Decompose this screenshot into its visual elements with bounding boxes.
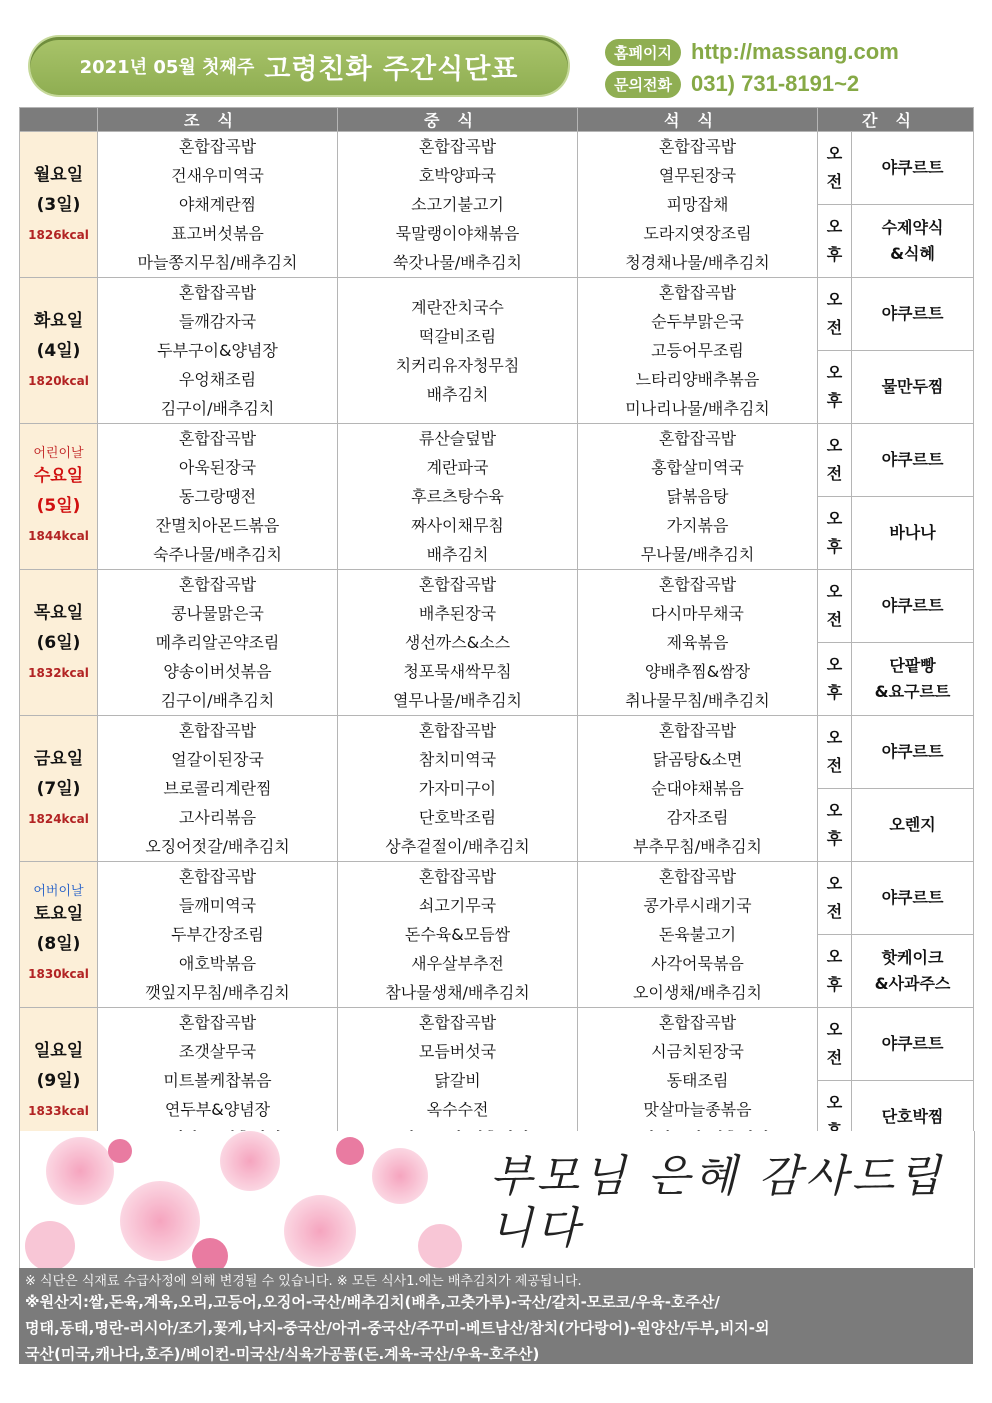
- day-date: (8일): [36, 934, 81, 954]
- menu-item: 열무된장국: [658, 166, 737, 185]
- day-name: 금요일: [33, 748, 84, 769]
- breakfast-cell: [98, 862, 338, 1008]
- snack-am: 야쿠르트: [852, 1008, 974, 1081]
- day-row: [20, 1008, 974, 1081]
- menu-item: 혼합잡곡밥: [418, 137, 497, 156]
- menu-item: 새우살부추전: [411, 954, 504, 973]
- menu-item: 단호박조림: [418, 808, 497, 827]
- menu-item: 참나물생채/배추김치: [385, 983, 530, 1002]
- day-row: [20, 132, 974, 205]
- menu-item: 동그랑땡전: [178, 487, 257, 506]
- origin-line-2: 명태,동태,명란-러시아/조기,꽃게,낙지-중국산/아귀-중국산/주꾸미-베트남산/참치(가다랑어)-원양산/두부,비지-외: [25, 1319, 770, 1337]
- menu-item: 오징어젓갈/배추김치: [145, 837, 290, 856]
- day-row: [20, 424, 974, 497]
- menu-item: 짜사이채무침: [411, 516, 504, 535]
- phone-label: 문의전화: [605, 71, 681, 98]
- day-date: (3일): [36, 194, 81, 215]
- snack-am: 야쿠르트: [852, 278, 974, 351]
- day-row: [20, 862, 974, 935]
- menu-item: 취나물무침/배추김치: [625, 691, 770, 710]
- day-name: 토요일: [33, 904, 84, 924]
- menu-item: 혼합잡곡밥: [178, 429, 257, 448]
- menu-item: 묵말랭이야채볶음: [395, 224, 520, 243]
- menu-item: 쇠고기무국: [418, 896, 497, 915]
- menu-item: 부추무침/배추김치: [632, 837, 763, 856]
- menu-item: 아욱된장국: [178, 458, 257, 477]
- snack-pm: 단팥빵 &요구르트: [852, 643, 974, 716]
- dinner-cell: [578, 424, 818, 570]
- menu-item: 돈육불고기: [658, 925, 737, 944]
- menu-item: 돈수육&모듬쌈: [404, 925, 511, 944]
- day-name: 월요일: [33, 164, 84, 185]
- menu-item: 고사리볶음: [178, 808, 257, 827]
- menu-item: 조갯살무국: [178, 1042, 257, 1061]
- lunch-cell: [338, 570, 578, 716]
- day-note: 어버이날: [33, 884, 84, 899]
- day-cell: [20, 716, 98, 862]
- origin-line-1: ※원산지:쌀,돈육,계육,오리,고등어,오징어-국산/배추김치(배추,고춧가루)-국산/갈치-모로코/우육-호주산/: [25, 1293, 720, 1311]
- dinner-cell: [578, 132, 818, 278]
- menu-item: 혼합잡곡밥: [658, 1013, 737, 1032]
- menu-item: 동태조림: [666, 1071, 729, 1090]
- homepage-link[interactable]: http://massang.com: [690, 39, 899, 64]
- day-cell: [20, 424, 98, 570]
- menu-item: 옥수수전: [426, 1100, 489, 1119]
- title-date: 2021년 05월 첫째주: [79, 57, 255, 78]
- menu-item: 김구이/배추김치: [160, 399, 275, 418]
- menu-item: 연두부&양념장: [164, 1100, 271, 1119]
- menu-item: 계란잔치국수: [411, 297, 504, 317]
- menu-item: 무나물/배추김치: [640, 545, 755, 564]
- snack-pm: 수제약식 &식혜: [852, 205, 974, 278]
- menu-item: 김구이/배추김치: [160, 691, 275, 710]
- menu-item: 청포묵새싹무침: [403, 662, 512, 681]
- menu-item: 후르츠탕수육: [411, 487, 504, 506]
- page-title: 고령친화 주간식단표: [264, 53, 519, 85]
- menu-item: 양송이버섯볶음: [163, 662, 272, 681]
- header-dinner: 석식: [578, 108, 818, 132]
- menu-item: 상추겉절이/배추김치: [385, 837, 530, 856]
- menu-item: 콩나물맑은국: [171, 604, 264, 623]
- day-cell: [20, 132, 98, 278]
- menu-item: 메추리알곤약조림: [155, 633, 280, 652]
- day-kcal: 1830kcal: [28, 967, 89, 981]
- menu-item: 닭볶음탕: [666, 487, 729, 506]
- menu-item: 생선까스&소스: [404, 633, 511, 652]
- menu-item: 숙주나물/배추김치: [152, 545, 283, 564]
- day-cell: [20, 570, 98, 716]
- day-note: 어린이날: [33, 446, 84, 461]
- am-label: 오 전: [818, 716, 852, 789]
- menu-item: 닭갈비: [434, 1071, 481, 1090]
- menu-item: 떡갈비조림: [418, 326, 497, 346]
- am-label: 오 전: [818, 1008, 852, 1081]
- day-date: (7일): [36, 778, 81, 799]
- menu-item: 호박양파국: [418, 166, 497, 185]
- am-label: 오 전: [818, 132, 852, 205]
- menu-item: 콩가루시래기국: [643, 896, 752, 915]
- weekly-menu-table: [19, 107, 974, 1154]
- day-date: (9일): [36, 1070, 81, 1091]
- menu-item: 미트볼케찹볶음: [163, 1071, 272, 1090]
- menu-item: 혼합잡곡밥: [178, 867, 257, 886]
- menu-item: 맛살마늘종볶음: [643, 1100, 752, 1119]
- phone-number: 031) 731-8191~2: [690, 71, 860, 96]
- pm-label: 오 후: [818, 497, 852, 570]
- menu-item: 시금치된장국: [651, 1042, 744, 1061]
- menu-item: 혼합잡곡밥: [178, 721, 257, 740]
- menu-item: 가자미구이: [418, 779, 497, 798]
- header-snack: 간식: [818, 108, 974, 132]
- menu-item: 도라지엿장조림: [643, 224, 752, 243]
- menu-item: 열무나물/배추김치: [392, 691, 523, 710]
- footer-notes: [19, 1268, 973, 1364]
- menu-item: 들깨미역국: [178, 896, 257, 915]
- menu-item: 느타리양배추볶음: [635, 370, 760, 389]
- dinner-cell: [578, 862, 818, 1008]
- menu-item: 혼합잡곡밥: [658, 283, 737, 302]
- menu-item: 치커리유자청무침: [395, 355, 520, 375]
- day-kcal: 1826kcal: [28, 227, 89, 242]
- am-label: 오 전: [818, 278, 852, 351]
- day-date: (6일): [36, 632, 81, 653]
- menu-item: 혼합잡곡밥: [418, 1013, 497, 1032]
- menu-item: 감자조림: [666, 808, 729, 827]
- menu-item: 류산슬덮밥: [418, 429, 497, 448]
- header-lunch: 중식: [338, 108, 578, 132]
- day-name: 수요일: [33, 466, 84, 486]
- menu-item: 배추된장국: [418, 604, 497, 623]
- pm-label: 오 후: [818, 643, 852, 716]
- menu-item: 양배추찜&쌈장: [644, 662, 751, 681]
- menu-item: 야채계란찜: [178, 195, 257, 214]
- day-kcal: 1833kcal: [28, 1103, 89, 1118]
- page-header: [0, 0, 992, 105]
- menu-item: 표고버섯볶음: [171, 224, 264, 243]
- day-row: [20, 570, 974, 643]
- day-kcal: 1844kcal: [28, 529, 89, 543]
- menu-item: 순두부맑은국: [651, 312, 744, 331]
- menu-item: 혼합잡곡밥: [658, 137, 737, 156]
- am-label: 오 전: [818, 862, 852, 935]
- menu-item: 혼합잡곡밥: [658, 721, 737, 740]
- menu-item: 고등어무조림: [651, 341, 744, 360]
- menu-item: 가지볶음: [666, 516, 729, 535]
- pm-label: 오 후: [818, 205, 852, 278]
- title-banner: [30, 37, 568, 95]
- menu-item: 배추김치: [426, 384, 489, 404]
- day-date: (5일): [36, 496, 81, 516]
- breakfast-cell: [98, 716, 338, 862]
- lunch-cell: [338, 278, 578, 424]
- menu-item: 깻잎지무침/배추김치: [145, 983, 290, 1002]
- menu-item: 미나리나물/배추김치: [625, 399, 770, 418]
- gratitude-banner: [19, 1131, 975, 1268]
- menu-item: 혼합잡곡밥: [178, 283, 257, 302]
- menu-item: 순대야채볶음: [651, 779, 744, 798]
- breakfast-cell: [98, 570, 338, 716]
- day-name: 일요일: [33, 1040, 84, 1061]
- origin-line-3: 국산(미국,캐나다,호주)/베이컨-미국산/식육가공품(돈.계육-국산/우육-호주산): [25, 1345, 540, 1363]
- am-label: 오 전: [818, 570, 852, 643]
- day-row: [20, 716, 974, 789]
- dinner-cell: [578, 278, 818, 424]
- banner-calligraphy: 부모님 은혜 감사드립니다: [490, 1151, 945, 1254]
- menu-item: 계란파국: [426, 458, 489, 477]
- dinner-cell: [578, 716, 818, 862]
- menu-item: 혼합잡곡밥: [418, 867, 497, 886]
- header-breakfast: 조식: [98, 108, 338, 132]
- snack-pm: 핫케이크 &사과주스: [852, 935, 974, 1008]
- menu-item: 다시마무채국: [651, 604, 744, 623]
- day-date: (4일): [36, 340, 81, 361]
- menu-item: 건새우미역국: [171, 166, 264, 185]
- menu-item: 혼합잡곡밥: [178, 137, 257, 156]
- snack-pm: 바나나: [852, 497, 974, 570]
- menu-item: 혼합잡곡밥: [178, 575, 257, 594]
- dinner-cell: [578, 570, 818, 716]
- day-kcal: 1820kcal: [28, 373, 89, 388]
- am-label: 오 전: [818, 424, 852, 497]
- snack-pm: 단호박찜: [852, 1081, 974, 1154]
- homepage-row: [605, 38, 899, 66]
- lunch-cell: [338, 132, 578, 278]
- pm-label: 오 후: [818, 789, 852, 862]
- menu-item: 혼합잡곡밥: [658, 429, 737, 448]
- lunch-cell: [338, 862, 578, 1008]
- snack-am: 야쿠르트: [852, 716, 974, 789]
- snack-pm: 오렌지: [852, 789, 974, 862]
- menu-item: 들깨감자국: [178, 312, 257, 331]
- lunch-cell: [338, 716, 578, 862]
- day-cell: [20, 278, 98, 424]
- menu-item: 브로콜리계란찜: [163, 779, 272, 798]
- table-header-row: [20, 108, 974, 132]
- homepage-label: 홈페이지: [605, 39, 681, 66]
- day-cell: [20, 862, 98, 1008]
- breakfast-cell: [98, 278, 338, 424]
- phone-row: [605, 70, 859, 98]
- breakfast-cell: [98, 132, 338, 278]
- menu-item: 청경채나물/배추김치: [625, 253, 770, 272]
- footer-note: ※ 식단은 식재료 수급사정에 의해 변경될 수 있습니다. ※ 모든 식사1.에는 배추김치가 제공됩니다.: [25, 1274, 582, 1289]
- snack-am: 야쿠르트: [852, 132, 974, 205]
- menu-item: 쑥갓나물/배추김치: [392, 253, 523, 272]
- menu-item: 사각어묵볶음: [651, 954, 744, 973]
- menu-item: 얼갈이된장국: [171, 750, 264, 769]
- menu-item: 모듬버섯국: [418, 1042, 497, 1061]
- menu-item: 혼합잡곡밥: [178, 1013, 257, 1032]
- day-name: 화요일: [33, 310, 84, 331]
- menu-item: 두부구이&양념장: [157, 341, 278, 360]
- snack-am: 야쿠르트: [852, 862, 974, 935]
- menu-item: 혼합잡곡밥: [418, 575, 497, 594]
- day-name: 목요일: [33, 602, 84, 623]
- snack-am: 야쿠르트: [852, 424, 974, 497]
- day-row: [20, 278, 974, 351]
- lunch-cell: [338, 424, 578, 570]
- menu-item: 혼합잡곡밥: [658, 867, 737, 886]
- menu-item: 피망잡채: [666, 195, 729, 214]
- menu-item: 애호박볶음: [178, 954, 257, 973]
- day-kcal: 1832kcal: [28, 665, 89, 680]
- menu-item: 우엉채조림: [178, 370, 257, 389]
- snack-pm: 물만두찜: [852, 351, 974, 424]
- menu-item: 혼합잡곡밥: [418, 721, 497, 740]
- pm-label: 오 후: [818, 351, 852, 424]
- menu-item: 두부간장조림: [171, 925, 264, 944]
- breakfast-cell: [98, 424, 338, 570]
- snack-am: 야쿠르트: [852, 570, 974, 643]
- menu-item: 잔멸치아몬드볶음: [155, 516, 280, 535]
- menu-item: 소고기불고기: [411, 195, 504, 214]
- menu-item: 닭곰탕&소면: [652, 750, 743, 769]
- menu-item: 오이생채/배추김치: [632, 983, 763, 1002]
- menu-item: 제육볶음: [666, 633, 729, 652]
- menu-item: 배추김치: [426, 545, 489, 564]
- day-kcal: 1824kcal: [28, 811, 89, 826]
- menu-item: 참치미역국: [418, 750, 497, 769]
- pm-label: 오 후: [818, 935, 852, 1008]
- menu-item: 마늘쫑지무침/배추김치: [137, 253, 298, 272]
- menu-item: 혼합잡곡밥: [658, 575, 737, 594]
- header-day-blank: [20, 108, 98, 132]
- pm-label: 오: [818, 1081, 852, 1154]
- menu-item: 홍합살미역국: [651, 458, 744, 477]
